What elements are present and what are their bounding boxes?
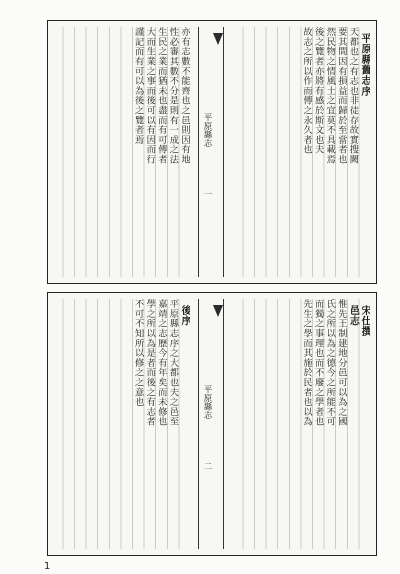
fish-tail-icon — [213, 305, 223, 317]
bottom-page-block — [47, 292, 377, 556]
text-line: 要其間因有損益而歸於至當者也 — [335, 27, 347, 165]
bottom-left-text-pane — [54, 299, 190, 549]
bottom-right-subtitle: 邑志 — [347, 305, 359, 327]
top-left-text-pane — [54, 27, 190, 277]
text-line: 嘉靖之志歷今有年矣而未修也 — [155, 299, 167, 427]
text-line: 性必審其數不分是則有一成之法 — [167, 27, 179, 165]
text-line: 氏之所以為之德今之所能不可 — [324, 299, 336, 427]
text-line: 先生之學而其施於民者也以為 — [301, 299, 313, 427]
page-number: 1 — [44, 561, 51, 572]
top-page-block — [47, 20, 377, 284]
text-line: 而獨之事理也而不廢之學者也 — [312, 299, 324, 427]
text-line: 大而生業之事而後可以有因而行 — [144, 27, 156, 165]
bottom-spine-title: 平原縣志 — [202, 385, 212, 420]
text-line: 不可不知所以修之之意也 — [132, 299, 144, 407]
top-right-title: 平原縣舊志序 — [359, 33, 370, 97]
text-line: 惟先王制建地分邑可以為之國 — [335, 299, 347, 427]
text-line: 然民物之情風土之宜莫不具載焉 — [324, 27, 336, 165]
text-line: 故志之所以作而傳之永久者也 — [301, 27, 313, 155]
bottom-spine-page: 二 — [202, 462, 212, 471]
bottom-left-title: 後序 — [179, 305, 190, 327]
top-spine-title: 平原縣志 — [202, 113, 212, 148]
fish-tail-icon — [213, 33, 223, 45]
bottom-right-text-pane — [234, 299, 370, 549]
top-spine — [198, 27, 224, 277]
text-line: 平原縣志序之大都也夫之邑至 — [167, 299, 179, 427]
text-line: 謹記而有可以為後之覽者焉 — [132, 27, 144, 145]
text-line: 生民之業而猶未也盡而有可傳者 — [155, 27, 167, 165]
text-line: 後之覽者亦將有感於斯文也夫 — [312, 27, 324, 155]
bottom-right-title: 宋仕撰 — [359, 305, 370, 337]
text-line: 亦有志數不能齊也之邑則因有地 — [179, 27, 190, 165]
bottom-spine — [198, 299, 224, 549]
text-line: 學之所以為是者而後之有志者 — [144, 299, 156, 427]
top-right-text-pane — [234, 27, 370, 277]
top-spine-page: 一 — [202, 190, 212, 199]
text-line: 天都也之有志也非徒存故實搜闕 — [347, 27, 359, 165]
